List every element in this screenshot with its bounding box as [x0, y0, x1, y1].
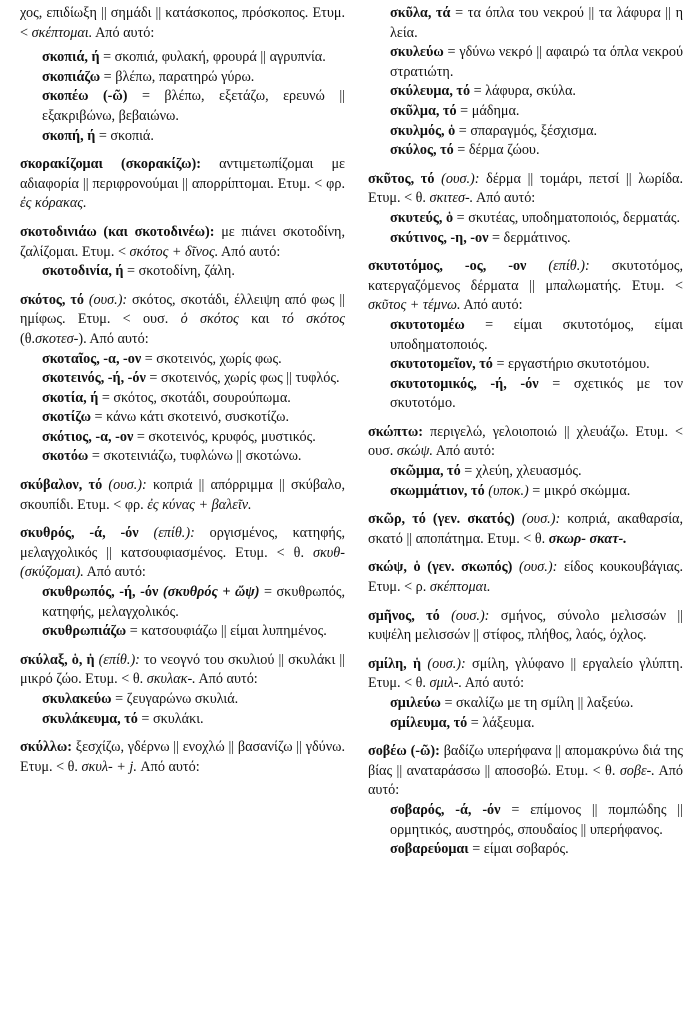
entry-sobeo [368, 742, 683, 860]
entry-skythros [20, 524, 345, 642]
headword: σμιλεύω [390, 695, 441, 711]
etymology: σκυλ- + j. [81, 758, 137, 775]
subentry [20, 690, 345, 710]
definition: = σχετικός με τον σκυτοτόμο. [390, 375, 683, 412]
entry-body [20, 223, 345, 262]
headword: σκώπτω: [368, 423, 423, 440]
headword: σκύτινος, -η, -ον [390, 229, 489, 246]
entry-text: χος, επιδίωξη || σημάδι || κατάσκοπος, πρόσκοπος. Ετυμ. < [20, 5, 345, 41]
headword: σκότος, τό [20, 291, 84, 308]
subentry [20, 87, 345, 126]
subentry [20, 68, 345, 88]
etymology: σκώψ. [396, 443, 433, 460]
entry-skybalon [20, 476, 345, 515]
headword: σκυτοτομεῖον, τό [390, 356, 493, 373]
entry-text: ξεσχίζω, γδέρνω || ενοχλώ || βασανίζω || γδύνω. Ετυμ. < θ. [20, 739, 345, 775]
headword: σμῆνος, τό [368, 607, 440, 624]
etymology: ὁ σκότος [180, 311, 239, 328]
entry-text: Από αυτό: [464, 675, 525, 692]
headword: σκύλευμα, τό [390, 83, 471, 100]
headword: σκυλμός, ὁ [390, 122, 456, 139]
headword: σκυτοτομικός, -ή, -όν [390, 375, 539, 392]
headword: σκῶμμα, τό [390, 463, 461, 480]
headword: σκυθρός, -ά, -όν [20, 525, 139, 542]
entry-body [368, 423, 683, 462]
subentry [368, 714, 683, 734]
entry-skotodiniao [20, 223, 345, 282]
etymology: σκῦτος + τέμνω. [368, 297, 461, 314]
subentry [20, 389, 345, 409]
etymology: σμιλ-. [429, 675, 463, 692]
grammar-label: (ουσ.): [451, 607, 490, 624]
entry-skytotomos [368, 257, 683, 414]
entry-body [368, 170, 683, 209]
grammar-label: (επίθ.): [98, 651, 140, 668]
entry-text: Από αυτό: [140, 758, 200, 775]
headword: σοβαρός, -ά, -όν [390, 801, 501, 818]
headword: σκοτόω [42, 448, 89, 465]
subentry [368, 316, 683, 355]
headword: σκωμμάτιον, τό [390, 482, 485, 499]
grammar-label: (ουσ.): [521, 511, 561, 528]
entry-text: (θ. [20, 330, 36, 347]
etymology: σκυθ- (σκύζομαι). [20, 544, 345, 581]
definition: = σκοτεινός, κρυφός, μυστικός. [136, 428, 316, 445]
headword: σκοπή, ή [42, 127, 96, 144]
entry-text: Από αυτό: [435, 443, 495, 460]
headword: σκῦλμα, τό [390, 102, 457, 119]
subentry [368, 82, 683, 102]
definition: = τα όπλα του νεκρού || τα λάφυρα || η λεία. [390, 5, 683, 41]
grammar-label: (υποκ.) [488, 482, 529, 499]
entry-text: ). Από αυτό: [78, 330, 149, 347]
definition: = σκοπιά. [98, 127, 154, 144]
subentry [20, 710, 345, 730]
definition: = χλεύη, χλευασμός. [464, 463, 582, 480]
headword: σκυτοτόμος, -ος, -ον [368, 258, 527, 275]
entry-text: Από αυτό: [198, 671, 258, 688]
headword: σκυθρωπός, -ή, -όν [42, 584, 159, 601]
definition: = κάνω κάτι σκοτεινό, συσκοτίζω. [94, 409, 290, 426]
subentry [20, 369, 345, 389]
definition: = μικρό σκώμμα. [532, 482, 631, 499]
entry-smile [368, 655, 683, 733]
definition: = σπαραγμός, ξέσχισμα. [458, 122, 598, 139]
left-column [20, 4, 345, 786]
entry-text: σκυτοτόμος, κατεργαζόμενος δέρματα || μπαλωματής. Ετυμ. < [368, 258, 684, 294]
entry-skops [368, 558, 683, 597]
subentry [368, 375, 683, 414]
headword: σμίλη, ἡ [368, 655, 422, 672]
subentry [368, 694, 683, 714]
subentry [368, 229, 683, 249]
subentry [20, 262, 345, 282]
entry-text: βαδίζω υπερήφανα || απομακρύνω διά της βίας || αναταράσσω || αποσοβώ. Ετυμ. < θ. [368, 743, 684, 779]
definition: = λάφυρα, σκύλα. [473, 83, 576, 100]
entry-text: σμίλη, γλύφανο || εργαλείο γλύπτη. Ετυμ. < θ. [368, 655, 684, 692]
subentry [20, 447, 345, 467]
subentry [20, 350, 345, 370]
entry-skorakizomai [20, 155, 345, 214]
entry-skopto [368, 423, 683, 501]
entry-body [368, 742, 683, 801]
entry-text: οργισμένος, κατηφής, μελαγχολικός || κατσουφιασμένος. Ετυμ. < θ. [20, 525, 345, 561]
entry-text: δέρμα || τομάρι, πετσί || λωρίδα. Ετυμ. < θ. [368, 170, 684, 207]
subentry-list [20, 48, 345, 146]
subentry [368, 4, 683, 43]
subentry [368, 482, 683, 502]
grammar-label: (ουσ.): [108, 477, 147, 494]
etymology: σκότος + δῖνος. [129, 243, 219, 260]
etymology: σκέπτομαι. [31, 24, 93, 41]
entry-text: το νεογνό του σκυλιού || σκυλάκι || μικρό ζώο. Ετυμ. < θ. [20, 651, 345, 688]
entry-text: με πιάνει σκοτοδίνη, ζαλίζομαι. Ετυμ. < [20, 223, 346, 260]
entry-body [368, 655, 683, 694]
subentry [20, 428, 345, 448]
definition: = σκοτοδίνη, ζάλη. [127, 263, 235, 280]
headword: σκῦλα, τά [390, 5, 451, 21]
grammar-label: (ουσ.): [518, 559, 558, 576]
subentry-list [368, 4, 683, 161]
etymology: ἐς κύνας + βαλεῖν. [147, 496, 252, 513]
subentry [368, 801, 683, 840]
entry-text: είδος κουκουβάγιας. Ετυμ. < ρ. [368, 559, 683, 596]
entry-body [20, 651, 345, 690]
definition: = επίμονος || πομπώδης || ορμητικός, αυστηρός, σπουδαίος || υπερήφανος. [390, 801, 683, 838]
entry-skyllo [20, 738, 345, 777]
grammar-label: (ουσ.): [441, 170, 480, 187]
headword: σκοπέω (-ῶ) [42, 88, 128, 105]
headword: σκῶρ, τό (γεν. σκατός) [368, 511, 515, 528]
headword: σκυλεύω [390, 44, 444, 61]
definition: = σκαλίζω με τη σμίλη || λαξεύω. [444, 695, 634, 711]
etymology: σκοτεσ- [35, 330, 79, 347]
definition: = σκότος, σκοτάδι, σουρούπωμα. [101, 389, 291, 406]
headword: σκώψ, ὁ (γεν. σκωπός) [368, 559, 513, 576]
subentry [368, 141, 683, 161]
definition: = σκοτεινιάζω, τυφλώνω || σκοτώνω. [91, 448, 302, 465]
entry-text: αντιμετωπίζομαι με αδιαφορία || περιφρονούμαι || απορρίπτομαι. Ετυμ. < φρ. [20, 156, 346, 192]
entry-skytos [368, 170, 683, 248]
grammar-label: (σκυθρός + ὤψ) [162, 584, 260, 601]
definition: = βλέπω, παρατηρώ γύρω. [103, 68, 255, 85]
entry-text: Από αυτό: [95, 24, 155, 41]
headword: σκοτίζω [42, 409, 91, 426]
entry-body [20, 524, 345, 583]
headword: σκορακίζομαι (σκορακίζω): [20, 156, 201, 173]
entry-text: κοπριά || απόρριμμα || σκύβαλο, σκουπίδι. Ετυμ. < φρ. [20, 477, 345, 513]
entry-text: Από αυτό: [86, 564, 146, 581]
entry-skotos [20, 291, 345, 467]
headword: σκυτεύς, ὁ [390, 209, 454, 226]
definition: = είμαι σκυτοτόμος, είμαι υποδηματοποιός. [390, 316, 683, 353]
headword: σκοτοδινιάω (και σκοτοδινέω): [20, 223, 215, 240]
headword: σκυτοτομέω [390, 316, 465, 333]
headword: σμίλευμα, τό [390, 714, 468, 731]
headword: σκύλαξ, ὁ, ἡ [20, 651, 95, 668]
definition: = σκυθρωπός, κατηφής, μελαγχολικός. [42, 584, 345, 620]
subentry [368, 102, 683, 122]
entry-skor [368, 510, 683, 549]
headword: σκῦτος, τό [368, 170, 435, 187]
definition: = σκοτεινός, χωρίς φως. [144, 350, 282, 367]
subentry [20, 408, 345, 428]
subentry [368, 355, 683, 375]
grammar-label: (επίθ.): [548, 258, 590, 275]
etymology: σκέπτομαι. [429, 579, 491, 596]
entry-text: Από αυτό: [475, 190, 536, 207]
entry-text: και [251, 311, 270, 328]
entry-text: Από αυτό: [463, 297, 523, 314]
subentry [20, 583, 345, 622]
subentry [368, 122, 683, 142]
entry-text: Από αυτό: [221, 243, 281, 260]
entry-skylax [20, 651, 345, 729]
headword: σκοπιάζω [42, 68, 101, 85]
definition: = εργαστήριο σκυτοτόμου. [496, 356, 650, 373]
headword: σκότιος, -α, -ον [42, 428, 134, 445]
headword: σκοπιά, ή [42, 49, 100, 66]
headword: σκοταῖος, -α, -ον [42, 350, 142, 367]
headword: σοβαρεύομαι [390, 841, 469, 858]
entry-text: κοπριά, ακαθαρσία, σκατό || αποπάτημα. Ετυμ. < θ. [368, 511, 683, 547]
definition: = σκυτέας, υποδηματοποιός, δερματάς. [456, 209, 680, 226]
grammar-label: (επίθ.): [153, 525, 195, 542]
headword: σκοτοδινία, ή [42, 263, 124, 280]
etymology: σοβε-. [619, 762, 655, 779]
etymology: ἐς κόρακας. [20, 195, 87, 212]
subentry [20, 127, 345, 147]
headword: σκυλακεύω [42, 691, 112, 707]
entry-body [368, 257, 683, 316]
definition: = δερμάτινος. [492, 229, 571, 246]
subentry [20, 622, 345, 642]
definition: = βλέπω, εξετάζω, ερευνώ || εξακριβώνω, βεβαιώνω. [42, 88, 346, 124]
definition: = γδύνω νεκρό || αφαιρώ τα όπλα νεκρού στρατιώτη. [390, 44, 684, 80]
definition: = μάδημα. [460, 102, 520, 119]
headword: σκύβαλον, τό [20, 477, 103, 494]
subentry [368, 209, 683, 229]
headword: σκοτία, ή [42, 389, 99, 406]
headword: σοβέω (-ῶ): [368, 743, 440, 760]
etymology: τό σκότος [281, 311, 345, 328]
subentry [368, 840, 683, 860]
right-column [368, 4, 683, 869]
subentry [20, 48, 345, 68]
entry-body [20, 291, 345, 350]
headword: σκύλος, τό [390, 142, 454, 159]
entry-text: περιγελώ, γελοιοποιώ || χλευάζω. Ετυμ. < ουσ. [368, 423, 683, 460]
headword: σκοτεινός, -ή, -όν [42, 370, 146, 387]
definition: = σκυλάκι. [141, 710, 204, 727]
definition: = δέρμα ζώου. [457, 142, 540, 159]
subentry [368, 43, 683, 82]
definition: = σκοτεινός, χωρίς φως || τυφλός. [149, 370, 340, 387]
etymology: σκιτεσ-. [429, 190, 474, 207]
definition: = κατσουφιάζω || είμαι λυπημένος. [129, 623, 327, 640]
definition: = ζευγαρώνω σκυλιά. [115, 691, 239, 707]
grammar-label: (ουσ.): [88, 291, 128, 308]
headword: σκύλλω: [20, 739, 72, 756]
definition: = λάξευμα. [470, 714, 535, 731]
definition: = σκοπιά, φυλακή, φρουρά || αγρυπνία. [103, 49, 326, 66]
entry-skopos-continued [20, 4, 345, 43]
etymology: σκωρ- σκατ-. [548, 530, 627, 547]
entry-text: σμήνος, σύνολο μελισσών || κυψέλη μελισσών || στίφος, πλήθος, λαός, όχλος. [368, 607, 684, 644]
entry-smenos [368, 607, 683, 646]
definition: = είμαι σοβαρός. [472, 841, 569, 858]
entry-text: σκότος, σκοτάδι, έλλειψη από φως || ημίφως. Ετυμ. < ουσ. [20, 291, 346, 328]
entry-text: Από αυτό: [368, 762, 683, 799]
headword: σκυθρωπιάζω [42, 623, 127, 640]
headword: σκυλάκευμα, τό [42, 710, 138, 727]
grammar-label: (ουσ.): [427, 655, 466, 672]
subentry [368, 462, 683, 482]
etymology: σκυλακ-. [146, 671, 196, 688]
